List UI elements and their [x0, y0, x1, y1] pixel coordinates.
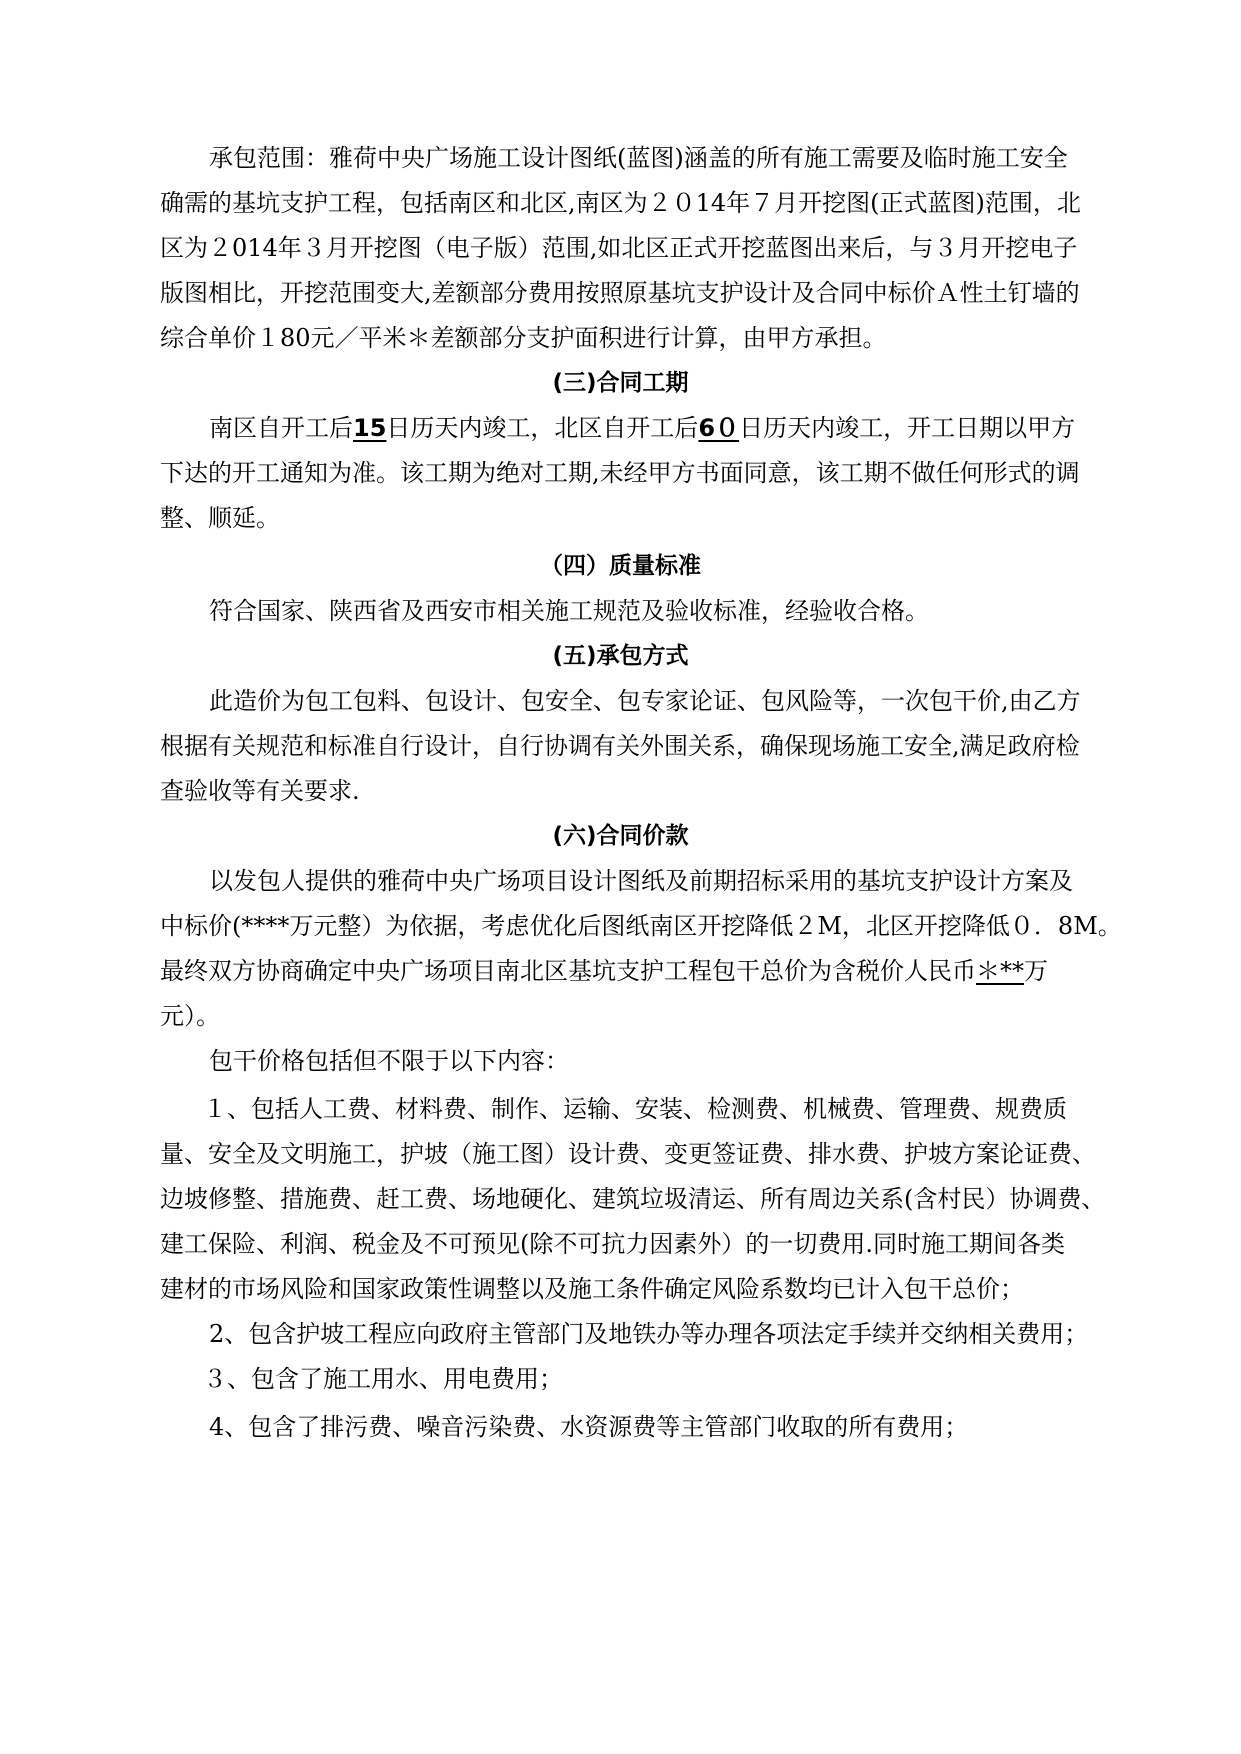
price-line-1: 以发包人提供的雅荷中央广场项目设计图纸及前期招标采用的基坑支护设计方案及: [209, 867, 1073, 895]
item-1-line-3: 边坡修整、措施费、赶工费、场地硬化、建筑垃圾清运、所有周边关系(含村民）协调费、: [160, 1185, 1106, 1213]
item-1-line-2: 量、安全及文明施工，护坡（施工图）设计费、变更签证费、排水费、护坡方案论证费、: [160, 1140, 1096, 1168]
item-1-line-4: 建工保险、利润、税金及不可预见(除不可抗力因素外）的一切费用.同时施工期间各类: [160, 1230, 1065, 1258]
south-days-value: 15: [353, 414, 387, 442]
quality-line-1: 符合国家、陕西省及西安市相关施工规范及验收标准，经验收合格。: [209, 597, 929, 625]
item-1-line-5: 建材的市场风险和国家政策性调整以及施工条件确定风险系数均已计入包干总价；: [160, 1275, 1024, 1303]
price-line-3: [160, 956, 1048, 986]
price-line-4: 元）。: [160, 1002, 220, 1030]
item-4: 4、包含了排污费、噪音污染费、水资源费等主管部门收取的所有费用；: [209, 1413, 969, 1441]
item-3: ３、包含了施工用水、用电费用；: [203, 1365, 563, 1393]
north-days-value: 6０: [698, 414, 740, 442]
method-line-2: 根据有关规范和标准自行设计，自行协调有关外围关系，确保现场施工安全,满足政府检: [160, 732, 1080, 760]
item-1-line-1: １、包括人工费、材料费、制作、运输、安装、检测费、机械费、管理费、规费质: [203, 1095, 1067, 1123]
duration-text-b: 日历天内竣工，北区自开工后: [386, 414, 699, 442]
scope-line-1: 承包范围：雅荷中央广场施工设计图纸(蓝图)涵盖的所有施工需要及临时施工安全: [209, 144, 1068, 172]
duration-text-c: 日历天内竣工，开工日期以甲方: [739, 414, 1076, 442]
duration-line-2: 下达的开工通知为准。该工期为绝对工期,未经甲方书面同意，该工期不做任何形式的调: [160, 459, 1080, 487]
scope-line-3: 区为２014年３月开挖图（电子版）范围,如北区正式开挖蓝图出来后，与３月开挖电子: [160, 234, 1078, 262]
method-line-1: 此造价为包工包料、包设计、包安全、包专家论证、包风险等，一次包干价,由乙方: [209, 687, 1081, 715]
scope-line-2: 确需的基坑支护工程，包括南区和北区,南区为２０14年７月开挖图(正式蓝图)范围，北: [160, 189, 1081, 217]
duration-line-1: [209, 413, 1075, 443]
section-heading-contract-price: (六)合同价款: [552, 823, 689, 849]
section-heading-contract-method: (五)承包方式: [552, 643, 689, 669]
scope-line-5: 综合单价１80元／平米＊差额部分支护面积进行计算，由甲方承担。: [160, 324, 887, 352]
section-heading-duration: (三)合同工期: [552, 370, 689, 396]
duration-line-3: 整、顺延。: [160, 504, 280, 532]
duration-text-a: 南区自开工后: [209, 414, 353, 442]
method-line-3: 查验收等有关要求.: [160, 777, 360, 805]
total-price-value: ＊**: [976, 957, 1024, 985]
price-text-b: 万: [1024, 957, 1048, 985]
price-line-2: 中标价(****万元整）为依据，考虑优化后图纸南区开挖降低２M，北区开挖降低０．8M。: [160, 912, 1122, 940]
price-text-a: 最终双方协商确定中央广场项目南北区基坑支护工程包干总价为含税价人民币: [160, 957, 976, 985]
section-heading-quality: （四）质量标准: [540, 553, 701, 579]
item-2: 2、包含护坡工程应向政府主管部门及地铁办等办理各项法定手续并交纳相关费用；: [209, 1320, 1089, 1348]
included-items-intro: 包干价格包括但不限于以下内容：: [209, 1047, 569, 1075]
scope-line-4: 版图相比，开挖范围变大,差额部分费用按照原基坑支护设计及合同中标价Ａ性土钉墙的: [160, 279, 1080, 307]
